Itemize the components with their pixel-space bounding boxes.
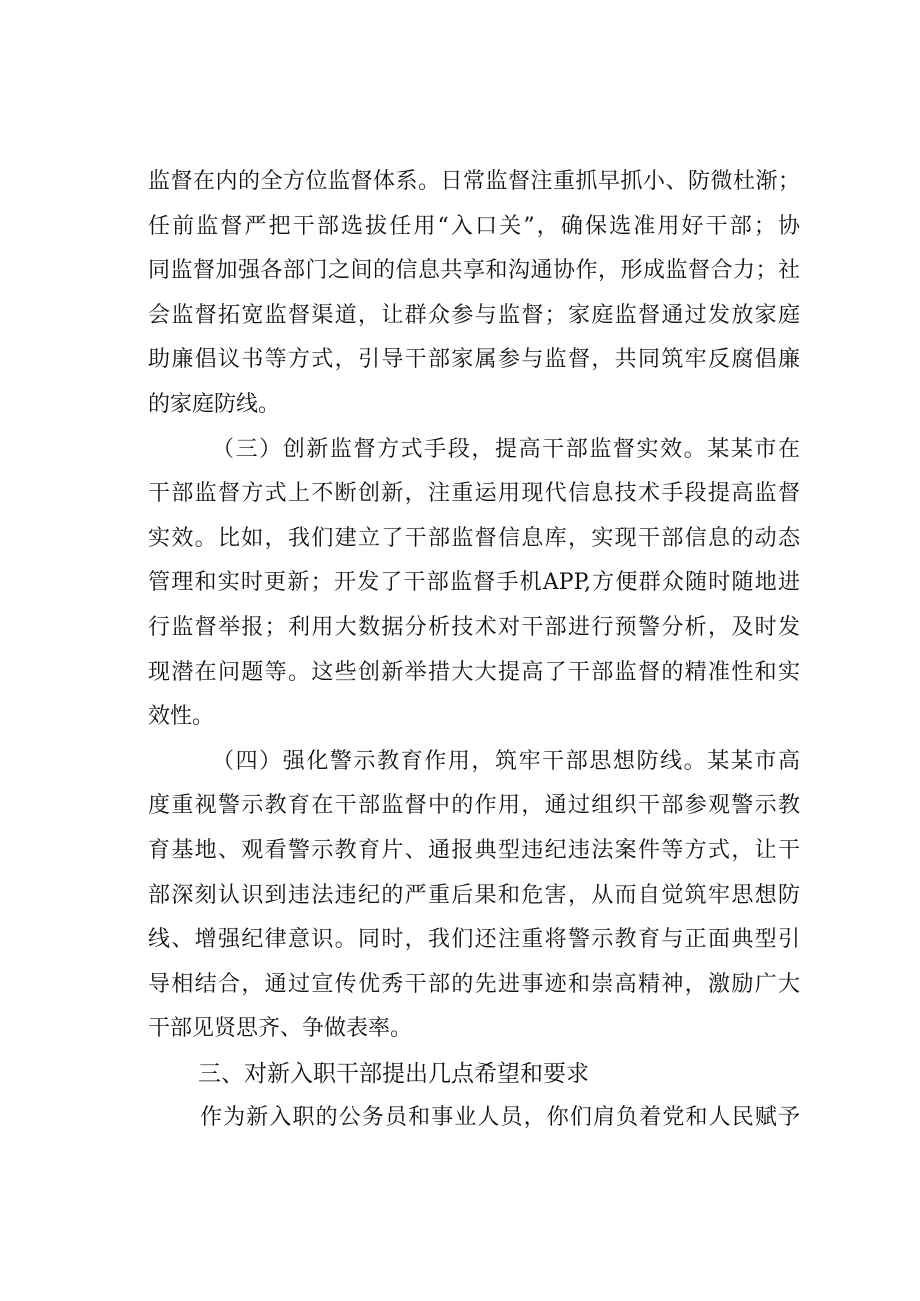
text-line: 行监督举报；利用大数据分析技术对干部进行预警分析，及时发 (148, 614, 800, 640)
text-line: 会监督拓宽监督渠道，让群众参与监督；家庭监督通过发放家庭 (148, 302, 800, 328)
text-line: 监督在内的全方位监督体系。日常监督注重抓早抓小、防微杜渐； (148, 169, 800, 194)
text-line: 效性。 (148, 704, 215, 730)
text-line: 干部监督方式上不断创新，注重运用现代信息技术手段提高监督 (148, 481, 800, 507)
paragraph-new-staff (148, 1096, 800, 1141)
text-line: 干部见贤思齐、争做表率。 (148, 1016, 413, 1042)
text-line: 导相结合，通过宣传优秀干部的先进事迹和崇高精神，激励广大 (148, 971, 800, 997)
text-line: 作为新入职的公务员和事业人员，你们肩负着党和人民赋予 (200, 1105, 800, 1131)
text-line: 度重视警示教育在干部监督中的作用，通过组织干部参观警示教 (148, 793, 800, 819)
text-line: 线、增强纪律意识。同时，我们还注重将警示教育与正面典型引 (148, 927, 800, 953)
text-line: 管理和实时更新；开发了干部监督手机APP,方便群众随时随地进 (148, 570, 800, 596)
text-line: 的家庭防线。 (148, 391, 281, 417)
text-line: （四）强化警示教育作用，筑牢干部思想防线。某某市高 (212, 748, 800, 774)
paragraph-supervision-system (148, 160, 800, 428)
text-line: 现潜在问题等。这些创新举措大大提高了干部监督的精准性和实 (148, 659, 800, 685)
text-line: 同监督加强各部门之间的信息共享和沟通协作，形成监督合力；社 (148, 258, 800, 284)
text-line: 部深刻认识到违法违纪的严重后果和危害，从而自觉筑牢思想防 (148, 882, 800, 908)
text-line: （三）创新监督方式手段，提高干部监督实效。某某市在 (212, 436, 800, 462)
text-line: 任前监督严把干部选拔任用“入口关”，确保选准用好干部；协 (148, 213, 800, 239)
paragraph-innovate-supervision (148, 428, 800, 740)
text-line: 育基地、观看警示教育片、通报典型违纪违法案件等方式，让干 (148, 837, 800, 863)
paragraph-warning-education (148, 740, 800, 1052)
document-body (148, 160, 800, 1141)
text-line: 实效。比如，我们建立了干部监督信息库，实现干部信息的动态 (148, 525, 800, 551)
text-line: 助廉倡议书等方式，引导干部家属参与监督，共同筑牢反腐倡廉 (148, 347, 800, 373)
section-heading: 三、对新入职干部提出几点希望和要求 (198, 1060, 589, 1087)
